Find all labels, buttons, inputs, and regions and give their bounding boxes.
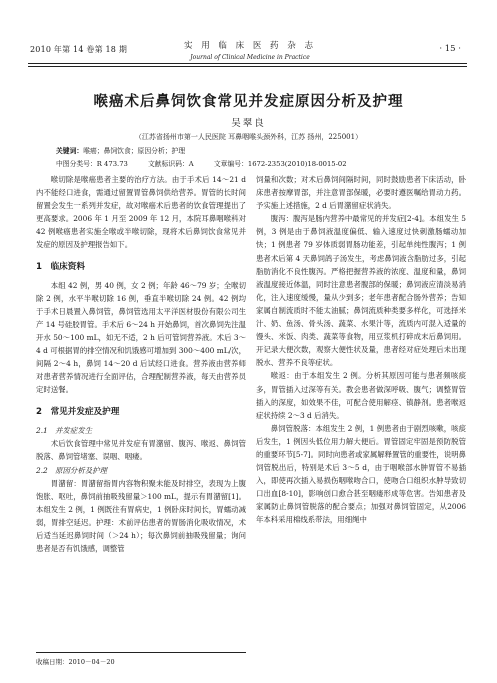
article-title: 喉癌术后鼻饲饮食常见并发症原因分析及护理	[93, 94, 404, 110]
clc-number: 中图分类号：R 473.73	[56, 160, 128, 168]
affiliation: （江苏省扬州市第一人民医院 耳鼻咽喉头颈外科，江苏 扬州，225001）	[134, 133, 363, 141]
subsection-2-2-heading: 2.2 原因分析及护理	[36, 465, 107, 475]
diarrhea-paragraph: 腹泻：腹泻是肠内营养中最常见的并发症[2-4]。本组发生 5 例，3 例是由于鼻饲液温度偏低、输入速度过快刺激肠蠕动加快；1 例患者 79 岁体质弱胃肠功能差，引起单纯性腹泻；1 例患者术后第 4 天鼻饲鸽子汤发生，考虑鼻饲液含脂肪过多，引起脂肪消化不良性腹泻。严格把握营养液的浓度、温度和量，鼻饲液温度接近体温，同时注意患者腹部的保暖；鼻饲液应清淡易消化，注入速度缓慢，量从少到多；老年患者配合肠外营养；告知家属自制流质时不能太油腻；鼻饲流质种类要多样化，可选择米汁、奶、鱼汤、骨头汤、蔬菜、水果汁等，流质内可混入适量的馒头、米饭、肉类、蔬菜等食物，用豆浆机打碎成末后鼻饲用。开记录大便次数，观察大便性状及量，患者经对症处理后未出现脱水、营养不良等症状。	[256, 214, 466, 368]
section-1-paragraph: 本组 42 例，男 40 例，女 2 例；年龄 46～79 岁；全喉切除 2 例，水平半喉切除 16 例，垂直半喉切除 24 例。42 例均于手术日晨置入鼻饲管，鼻饲管选用太平洋医材股份有限公司生产 14 号硅胶胃管。手术后 6～24 h 开始鼻饲，首次鼻饲先注温开水 50～100 mL，如无不适，2 h 后可管饲营养液。术后 3～4 d 可根据胃的排空情况和饥饿感可增加到 300～400 mL/次，间隔 2～4 h，鼻饲 14～20 d 后试经口进食。营养液由营养师对患者营养情况进行全面评估，合理配制营养液，每天由营养员定时送餐。	[36, 280, 247, 395]
journal-name	[150, 39, 350, 61]
left-column	[36, 173, 246, 556]
subsection-2-1-paragraph: 术后饮食管理中常见并发症有胃潴留、腹泻、喉返、鼻饲管脱落、鼻饲管堵塞、误咽、咽痿。	[36, 438, 246, 461]
subsection-2-2-paragraph: 胃潴留：胃潴留指胃内容物积聚未能及时排空，表现为上腹饱胀、呕吐，鼻饲前抽吸残留量＞100 mL，提示有胃潴留[1]。本组发生 2 例，1 例既往有胃病史，1 例卧床时间长，胃蠕动减弱，胃排空延迟。护理：术前评估患者的胃肠消化吸收情况，术后适当延迟鼻饲时间（＞24 h）；每次鼻饲前抽吸残留量；询问患者是否有饥饿感，调整管	[36, 478, 246, 554]
journal-issue: 2010 年第 14 卷第 18 期	[30, 45, 128, 54]
article-number: 文章编号：1672-2353(2010)18-0015-02	[213, 160, 347, 168]
journal-name-cn: 实 用 临 床 医 药 杂 志	[184, 41, 316, 51]
tube-dislodgement-paragraph: 鼻饲管脱落：本组发生 2 例，1 例患者由于剧烈咳嗽，咳痰后发生，1 例因头低位用力解大便后。胃管固定牢固是预防脱管的重要环节[5-7]。同时向患者或家属解释置管的重要性，说明鼻饲管脱出后，特别是术后 3～5 d，由于咽喉部水肿胃管不易插入，即使再次插入易损伤咽喉吻合口，使吻合口组织水肿导致切口出血[8-10]，影响创口愈合甚至咽瘘形成等危害。告知患者及家属防止鼻饲管脱落的配合要点；加强对鼻饲管固定，从2006年本科采用棉线系带法，用细绳中	[256, 423, 466, 525]
page-header	[0, 0, 497, 66]
received-date-footnote: 收稿日期：2010－04－20	[36, 652, 246, 666]
keywords-text: 喉癌；鼻饲饮食；原因分析；护理	[83, 147, 186, 155]
keywords	[56, 145, 185, 155]
subsection-2-1-heading: 2.1 并发症发生	[36, 425, 93, 435]
keywords-label: 关键词：	[56, 147, 84, 155]
journal-name-en: Journal of Clinical Medicine in Practice	[190, 54, 310, 61]
section-1-heading: 1 临床资料	[36, 261, 85, 272]
page-number: · 15 ·	[439, 44, 461, 54]
right-column	[256, 173, 466, 527]
header-rule	[28, 63, 467, 64]
hiccup-paragraph: 喉返：由于本组发生 2 例。分析其原因可能与患者频咳痰多，胃管插入过深等有关。教会患者做深呼吸、腹气；调整胃管插入的深度，如效果不佳，可配合使用解痉、镇静剂。患者喉返症状持续 2～3 d 后消失。	[256, 371, 466, 420]
section-2-heading: 2 常见并发症及护理	[36, 406, 120, 417]
classification-line	[56, 158, 365, 168]
header-rule-thin	[28, 66, 467, 67]
document-code: 文献标识码：A	[148, 160, 194, 168]
author: 吴翠良	[231, 118, 266, 129]
gastric-retention-continued: 饲量和次数；对术后鼻饲间隔时间，同时鼓励患者下床活动，卧床患者按摩胃部，并注意胃部保暖，必要时遵医嘱给胃动力药。予实施上述措施，2 d 后胃潴留症状消失。	[256, 175, 466, 211]
intro-paragraph: 喉切除是喉癌患者主要的治疗方法。由于手术后 14～21 d 内不能经口进食，需通过留置胃管鼻饲供给营养。胃管的长时间留置会发生一系列并发症，故对喉癌术后患者的饮食管理提出了更高要求。2006 年 1 月至 2009 年 12 月，本院耳鼻咽喉科对 42 例喉癌患者实施全喉或半喉切除，现将术后鼻饲饮食常见并发症的原因及护理报告如下。	[36, 175, 246, 250]
